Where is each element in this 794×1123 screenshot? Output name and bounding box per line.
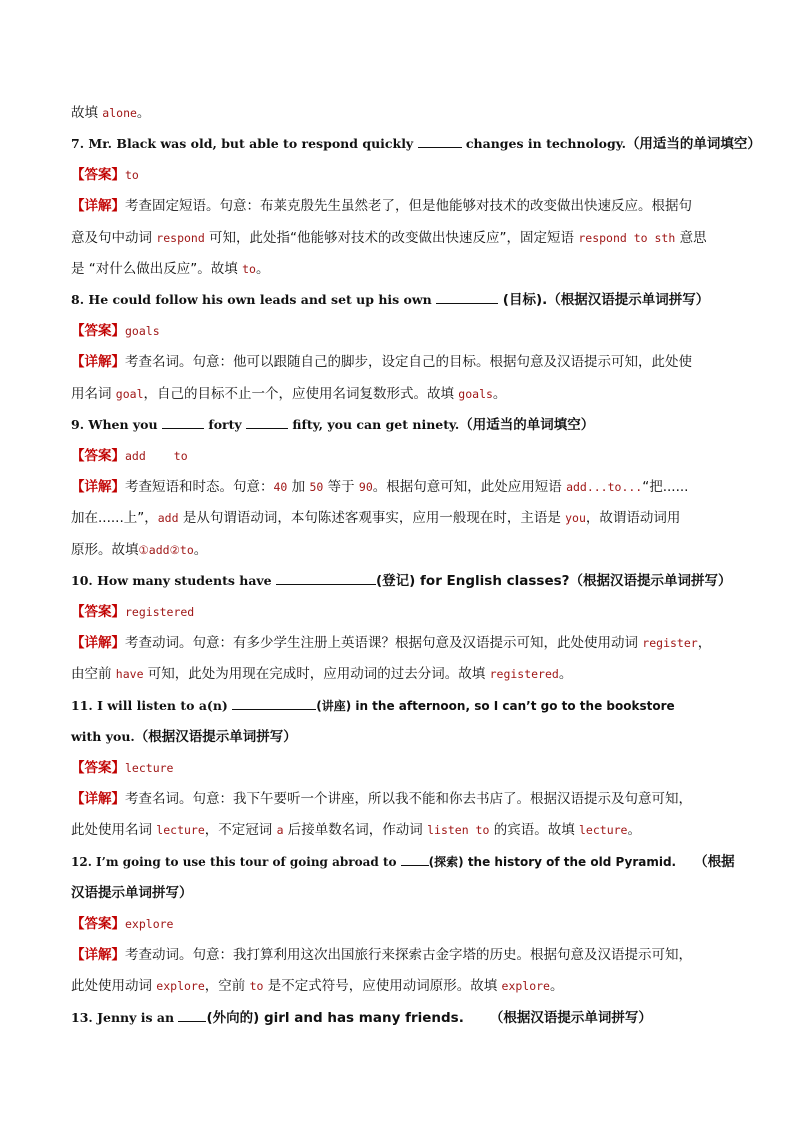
- prev-answer-line: 故填 alone。: [71, 105, 151, 121]
- explanation-7-line-3: 是 “对什么做出反应”。故填 to。: [71, 261, 270, 277]
- explanation-12-line-1: 【详解】考查动词。句意：我打算利用这次出国旅行来探索古金字塔的历史。根据句意及汉语提示可知，: [71, 947, 692, 963]
- answer-blank: [232, 697, 316, 710]
- answer-blank: [276, 572, 376, 585]
- answer-blank: [436, 291, 498, 304]
- answer-10: 【答案】registered: [71, 604, 195, 620]
- explanation-9-line-1: 【详解】考查短语和时态。句意：40 加 50 等于 90。根据句意可知，此处应用短语 add...to...“把......: [71, 479, 689, 495]
- explanation-7-line-1: 【详解】考查固定短语。句意：布莱克殷先生虽然老了，但是他能够对技术的改变做出快速反应。根据句: [71, 198, 692, 214]
- question-7: 7. Mr. Black was old, but able to respond quickly changes in technology.（用适当的单词填空）: [71, 136, 761, 152]
- explanation-11-line-2: 此处使用名词 lecture，不定冠词 a 后接单数名词，作动词 listen to 的宾语。故填 lecture。: [71, 822, 641, 838]
- question-11-line-2: with you.（根据汉语提示单词拼写）: [71, 729, 297, 745]
- answer-blank: [246, 416, 288, 429]
- explanation-9-line-3: 原形。故填①add②to。: [71, 542, 208, 558]
- answer-9: 【答案】add to: [71, 448, 188, 464]
- answer-blank: [162, 416, 204, 429]
- explanation-8-line-2: 用名词 goal，自己的目标不止一个，应使用名词复数形式。故填 goals。: [71, 386, 507, 402]
- answer-blank: [418, 135, 462, 148]
- answer-8: 【答案】goals: [71, 323, 160, 339]
- explanation-9-line-2: 加在......上”，add 是从句谓语动词，本句陈述客观事实，应用一般现在时，主语是 you，故谓语动词用: [71, 510, 681, 526]
- answer-12: 【答案】explore: [71, 916, 174, 932]
- question-12-line-1: 12. I’m going to use this tour of going abroad to (探索) the history of the old Pyramid. （根据: [71, 854, 735, 870]
- question-8: 8. He could follow his own leads and set up his own (目标).（根据汉语提示单词拼写）: [71, 292, 710, 308]
- explanation-8-line-1: 【详解】考查名词。句意：他可以跟随自己的脚步，设定自己的目标。根据句意及汉语提示可知，此处使: [71, 354, 692, 370]
- explanation-7-line-2: 意及句中动词 respond 可知，此处指“他能够对技术的改变做出快速反应”，固定短语 respond to sth 意思: [71, 230, 707, 246]
- answer-11: 【答案】lecture: [71, 760, 174, 776]
- answer-blank: [178, 1009, 206, 1022]
- explanation-10-line-2: 由空前 have 可知，此处为用现在完成时，应用动词的过去分词。故填 registered。: [71, 666, 573, 682]
- answer-7: 【答案】to: [71, 167, 139, 183]
- explanation-11-line-1: 【详解】考查名词。句意：我下午要听一个讲座，所以我不能和你去书店了。根据汉语提示及句意可知，: [71, 791, 692, 807]
- explanation-12-line-2: 此处使用动词 explore，空前 to 是不定式符号，应使用动词原形。故填 explore。: [71, 978, 564, 994]
- question-11-line-1: 11. I will listen to a(n) (讲座) in the afternoon, so I can’t go to the bookstore: [71, 698, 675, 713]
- explanation-10-line-1: 【详解】考查动词。句意：有多少学生注册上英语课？根据句意及汉语提示可知，此处使用动词 register，: [71, 635, 712, 651]
- question-12-line-2: 汉语提示单词拼写）: [71, 885, 193, 901]
- answer-blank: [401, 853, 429, 866]
- question-9: 9. When you forty fifty, you can get ninety.（用适当的单词填空）: [71, 417, 595, 433]
- question-10: 10. How many students have (登记) for English classes?（根据汉语提示单词拼写）: [71, 573, 732, 589]
- question-13: 13. Jenny is an (外向的) girl and has many friends. （根据汉语提示单词拼写）: [71, 1010, 652, 1026]
